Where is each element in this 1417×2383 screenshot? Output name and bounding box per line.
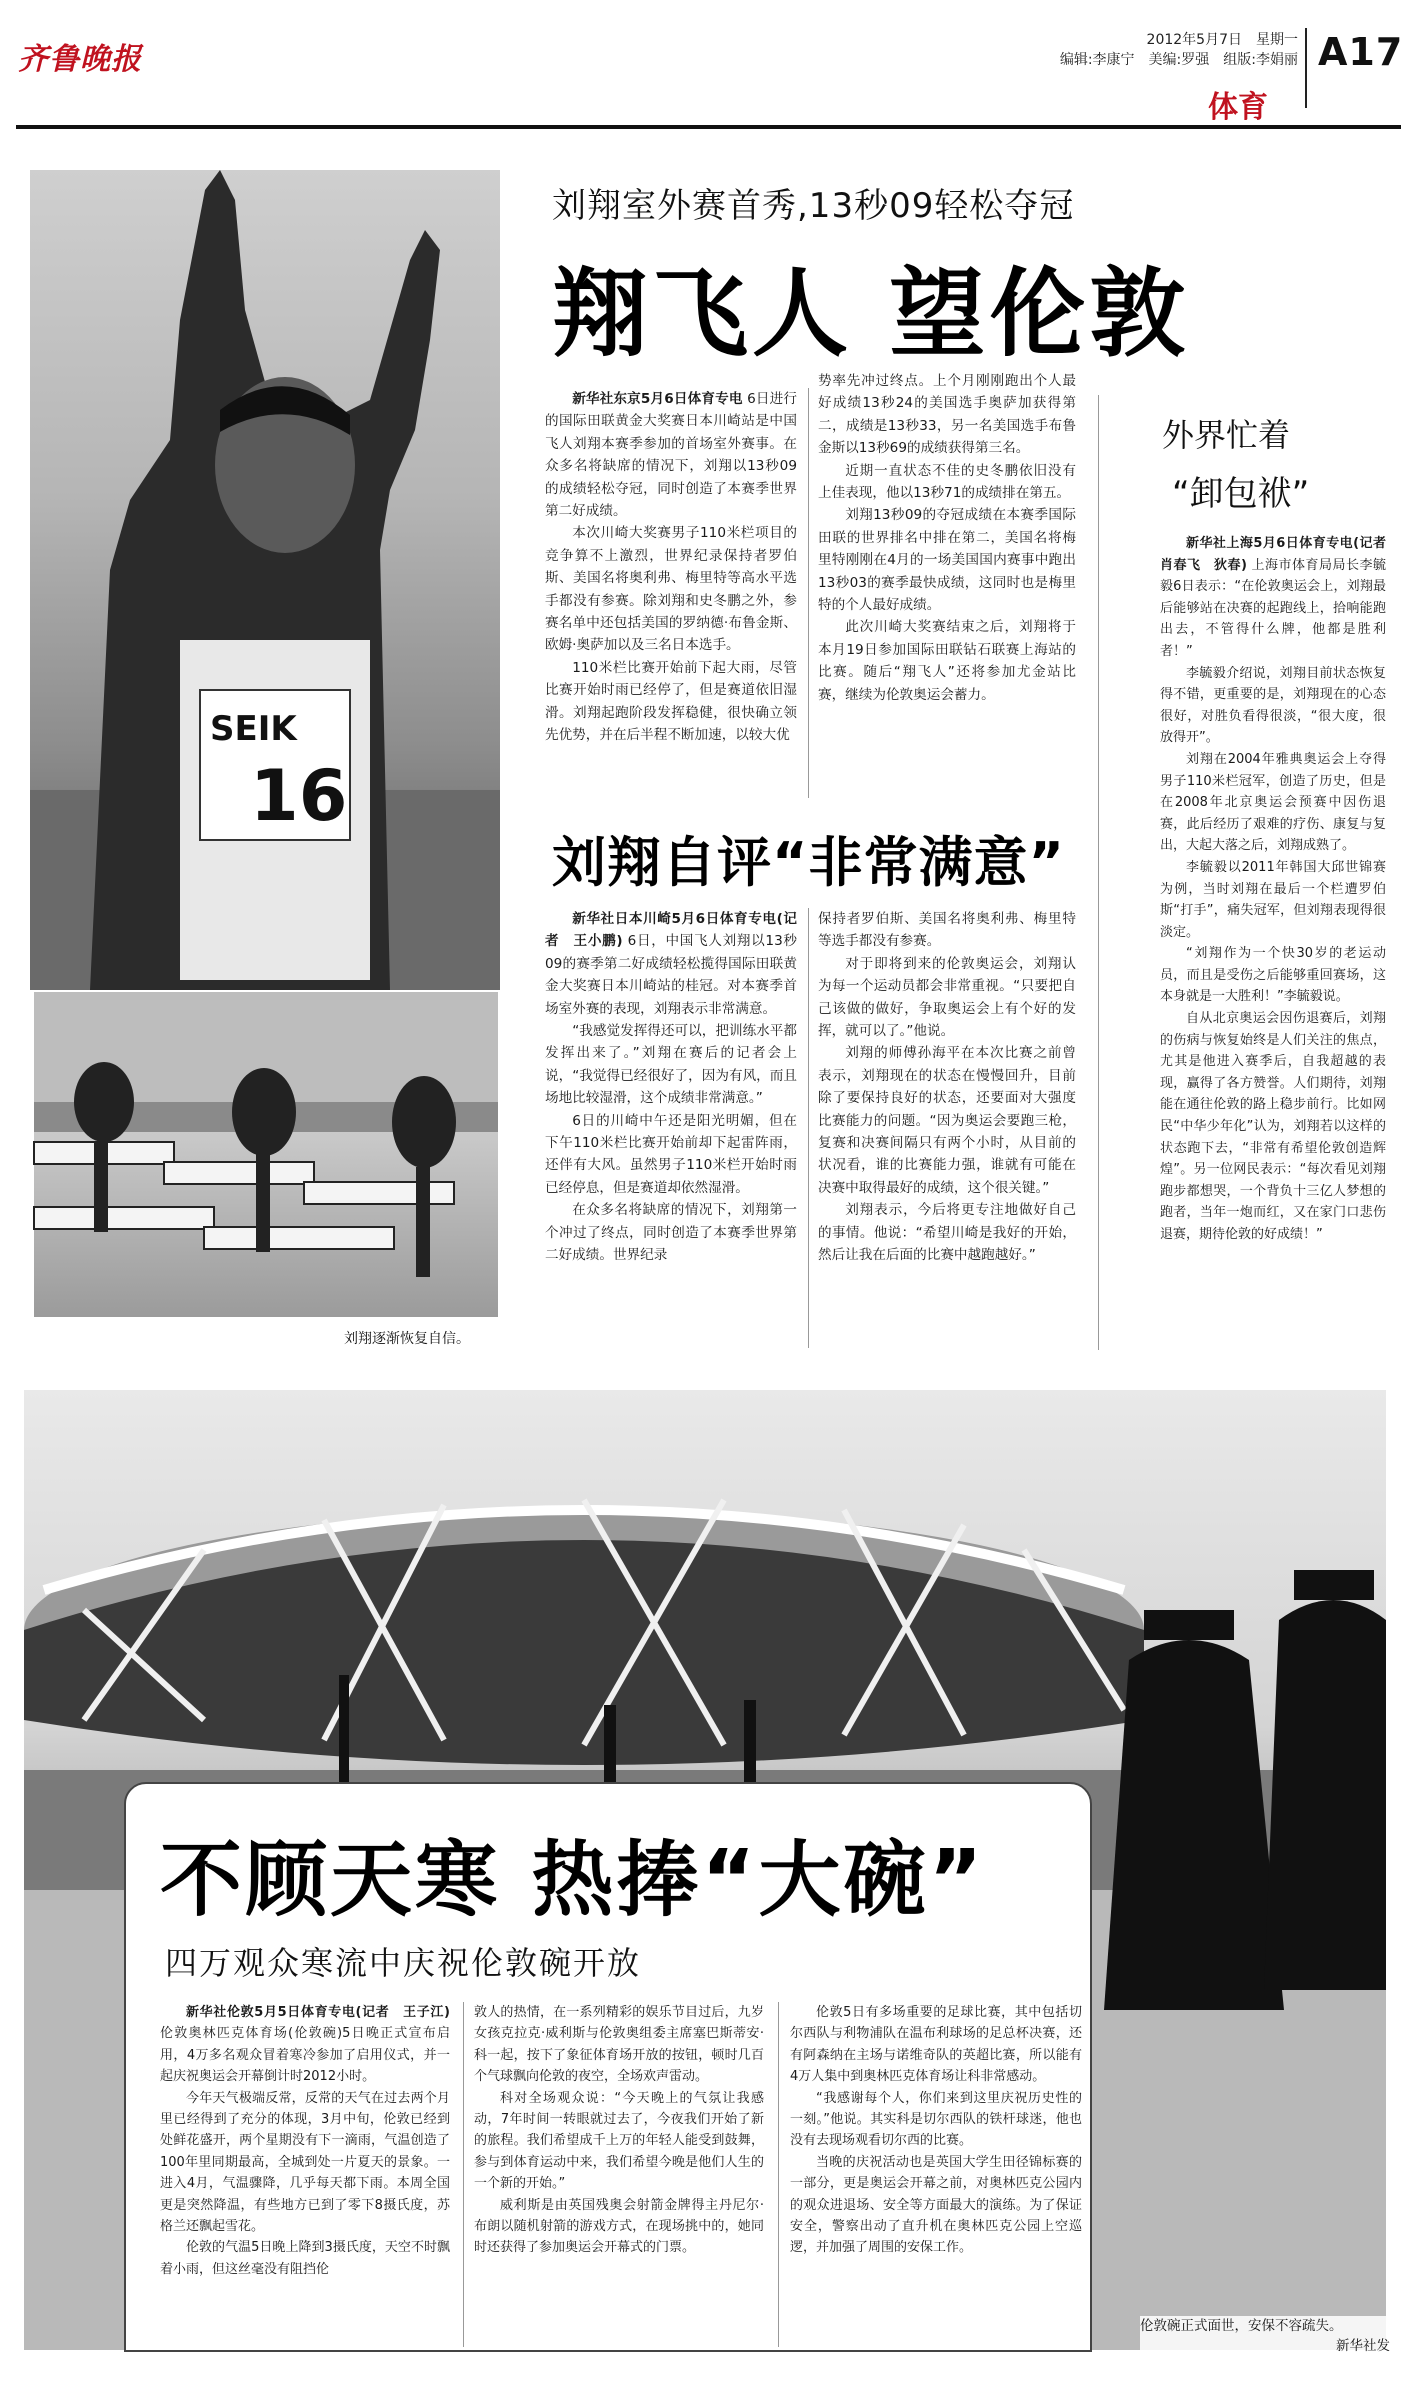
sidebar-body [1160, 533, 1400, 1353]
paragraph [790, 2002, 1082, 2088]
paragraph [818, 908, 1076, 953]
story3-column-3 [790, 2002, 1082, 2347]
paragraph-text: 近期一直状态不佳的史冬鹏依旧没有上佳表现，他以13秒71的成绩排在第五。 [818, 462, 1076, 502]
paragraph [818, 370, 1076, 460]
paragraph [790, 2152, 1082, 2259]
svg-text:SEIK: SEIK [210, 709, 297, 749]
paragraph-text: 伦敦5日有多场重要的足球比赛，其中包括切尔西队与利物浦队在温布利球场的足总杯决赛，还有阿森纳在主场与诺维奇队的英超比赛，所以能有4万人集中到奥林匹克体育场让科非常感动。 [790, 2005, 1082, 2085]
paragraph-text: 敦人的热情，在一系列精彩的娱乐节目过后，九岁女孩克拉克·威利斯与伦敦奥组委主席塞巴斯蒂安·科一起，按下了象征体育场开放的按钮，顿时几百个气球飘向伦敦的夜空，全场欢声雷动。 [474, 2005, 764, 2085]
paragraph-text: 刘翔在2004年雅典奥运会上夺得男子110米栏冠军，创造了历史，但是在2008年北京奥运会预赛中因伤退赛，此后经历了艰难的疗伤、康复与复出，大起大落之后，刘翔成熟了。 [1160, 751, 1386, 854]
paragraph-text: 势率先冲过终点。上个月刚刚跑出个人最好成绩13秒24的美国选手奥萨加获得第二，成绩是13秒33，另一名美国选手布鲁金斯以13秒69的成绩获得第三名。 [818, 373, 1076, 457]
svg-text:16: 16 [250, 755, 348, 837]
liu-xiang-photo [30, 170, 500, 990]
photo-caption: 刘翔逐渐恢复自信。 [344, 1331, 470, 1347]
paragraph-text: 伦敦奥林匹克体育场(伦敦碗)5日晚正式宣布启用，4万多名观众冒着寒冷参加了启用仪式，并一起庆祝奥运会开幕倒计时2012小时。 [160, 2026, 450, 2085]
paragraph [160, 2237, 450, 2280]
column-rule [808, 908, 809, 1348]
paragraph-text: 110米栏比赛开始前下起大雨，尽管比赛开始时雨已经停了，但是赛道依旧湿滑。刘翔起跑阶段发挥稳健，很快确立领先优势，并在后半程不断加速，以较大优 [545, 659, 797, 744]
story3-column-1 [160, 2002, 450, 2347]
dateline: 新华社上海5月6日体育专电(记者 肖春飞 狄春) [1160, 536, 1400, 573]
story1-kicker: 刘翔室外赛首秀,13秒09轻松夺冠 [552, 186, 1075, 226]
paragraph-text: 刘翔13秒09的夺冠成绩在本赛季国际田联的世界排名中排在第二，美国名将梅里特刚刚在4月的一场美国国内赛事中跑出13秒03的赛季最快成绩，这同时也是梅里特的个人最好成绩。 [818, 507, 1076, 614]
story3-column-2 [474, 2002, 764, 2347]
paragraph-text: 李毓毅介绍说，刘翔目前状态恢复得不错，更重要的是，刘翔现在的心态很好，对胜负看得很淡，“很大度，很放得开”。 [1160, 665, 1386, 746]
paragraph-text: 当晚的庆祝活动也是英国大学生田径锦标赛的一部分，更是奥运会开幕之前，对奥林匹克公园内的观众进退场、安全等方面最大的演练。为了保证安全，警察出动了直升机在奥林匹克公园上空巡逻，并加强了周围的安保工作。 [790, 2154, 1082, 2256]
sidebar-title-line1: 外界忙着 [1162, 416, 1291, 454]
page-number: A17 [1318, 30, 1404, 74]
story1-column-1 [545, 388, 797, 798]
date-line: 2012年5月7日 星期一 [1146, 32, 1298, 48]
story3-kicker: 四万观众寒流中庆祝伦敦碗开放 [165, 1944, 642, 1982]
paragraph-text: 刘翔表示，今后将更专注地做好自己的事情。他说：“希望川崎是我好的开始，然后让我在后面的比赛中越跑越好。” [818, 1202, 1076, 1264]
header-rule [16, 125, 1401, 129]
paragraph [474, 2195, 764, 2259]
story3-headline: 不顾天寒 热捧“大碗” [160, 1833, 986, 1928]
paragraph-text: 6日进行的国际田联黄金大奖赛日本川崎站是中国飞人刘翔本赛季参加的首场室外赛事。在众多名将缺席的情况下，刘翔以13秒09的成绩轻松夺冠，同时创造了本赛季世界第二好成绩。 [545, 391, 797, 520]
paragraph-text: 科对全场观众说：“今天晚上的气氛让我感动，7年时间一转眼就过去了，今夜我们开始了新的旅程。我们希望成千上万的年轻人能受到鼓舞，参与到体育运动中来，我们希望今晚是他们人生的一个新的开始。” [474, 2090, 764, 2192]
paragraph-text: 上海市体育局局长李毓毅6日表示：“在伦敦奥运会上，刘翔最后能够站在决赛的起跑线上，拾响能跑出去，不管得什么牌，他都是胜利者！” [1160, 557, 1386, 659]
column-rule [778, 2002, 779, 2347]
paragraph [160, 2002, 450, 2088]
caption-text: 伦敦碗正式面世，安保不容疏失。 [1140, 2316, 1390, 2336]
paragraph [1160, 943, 1386, 1008]
hurdles-race-illustration [34, 992, 498, 1317]
paragraph [818, 953, 1076, 1043]
paragraph-text: 此次川崎大奖赛结束之后，刘翔将于本月19日参加国际田联钻石联赛上海站的比赛。随后“翔飞人”还将参加尤金站比赛，继续为伦敦奥运会蓄力。 [818, 619, 1076, 703]
paragraph [1160, 749, 1386, 857]
paragraph-text: 保持者罗伯斯、美国名将奥利弗、梅里特等选手都没有参赛。 [818, 911, 1076, 950]
paragraph-text: 今年天气极端反常，反常的天气在过去两个月里已经得到了充分的体现，3月中旬，伦敦已经到处鲜花盛开，两个星期没有下一滴雨，气温创造了100年里同期最高，全城到处一片夏天的景象。一进入4月，气温骤降，几乎每天都下雨。本周全国更是突然降温，有些地方已到了零下8摄氏度，苏格兰还飘起雪花。 [160, 2090, 450, 2235]
story1-headline: 翔飞人 望伦敦 [552, 258, 1190, 370]
paragraph [474, 2002, 764, 2088]
paragraph [160, 2088, 450, 2238]
paragraph-text: 6日，中国飞人刘翔以13秒09的赛季第二好成绩轻松揽得国际田联黄金大奖赛日本川崎站的桂冠。对本赛季首场室外赛的表现，刘翔表示非常满意。 [545, 933, 797, 1017]
paragraph [474, 2088, 764, 2195]
paragraph [790, 2088, 1082, 2152]
paragraph [818, 504, 1076, 616]
paragraph-text: 刘翔的师傅孙海平在本次比赛之前曾表示，刘翔现在的状态在慢慢回升，目前除了要保持良好的状态，还要面对大强度比赛能力的问题。“因为奥运会要跑三枪，复赛和决赛间隔只有两个小时，从目前的状况看，谁的比赛能力强，谁就有可能在决赛中取得最好的成绩，这个很关键。” [818, 1045, 1076, 1196]
paragraph-text: 伦敦的气温5日晚上降到3摄氏度，天空不时飘着小雨，但这丝毫没有阻挡伦 [160, 2240, 450, 2277]
section-label: 体育 [1208, 90, 1268, 125]
story2-column-1 [545, 908, 797, 1348]
story2-headline: 刘翔自评“非常满意” [552, 831, 1065, 894]
paragraph [1160, 663, 1386, 749]
paragraph [545, 908, 797, 1020]
liu-xiang-figure [30, 170, 500, 990]
paragraph [818, 616, 1076, 706]
sidebar-title-line2: “卸包袱” [1172, 474, 1310, 514]
paragraph [545, 522, 797, 656]
paragraph [1160, 857, 1386, 943]
paragraph-text: “我感谢每个人，你们来到这里庆祝历史性的一刻。”他说。其实科是切尔西队的铁杆球迷，他也没有去现场观看切尔西的比赛。 [790, 2090, 1082, 2149]
paragraph-text: 威利斯是由英国残奥会射箭金牌得主丹尼尔·布朗以随机射箭的游戏方式，在现场挑中的，她同时还获得了参加奥运会开幕式的门票。 [474, 2197, 764, 2256]
column-rule [808, 388, 809, 798]
stadium-photo-caption [1140, 2316, 1390, 2356]
paragraph [1160, 533, 1400, 663]
dateline: 新华社伦敦5月5日体育专电(记者 王子江) [186, 2005, 450, 2020]
paragraph-text: 对于即将到来的伦敦奥运会，刘翔认为每一个运动员都会非常重视。“只要把自己该做的做好，争取奥运会上有个好的发挥，就可以了。”他说。 [818, 955, 1076, 1040]
column-rule [463, 2002, 464, 2347]
header-meta [1002, 30, 1298, 70]
paragraph [818, 1199, 1076, 1266]
paragraph [545, 1020, 797, 1110]
masthead-logo: 齐鲁晚报 [18, 42, 142, 77]
sidebar-rule [1098, 395, 1099, 1350]
story2-column-2 [818, 908, 1076, 1348]
paragraph [818, 460, 1076, 505]
paragraph [545, 1199, 797, 1266]
paragraph [545, 657, 797, 747]
story1-column-2 [818, 370, 1076, 798]
paragraph [818, 1042, 1076, 1199]
paragraph [1160, 1008, 1386, 1246]
header-divider [1305, 28, 1307, 108]
paragraph-text: 本次川崎大奖赛男子110米栏项目的竞争算不上激烈，世界纪录保持者罗伯斯、美国名将奥利弗、梅里特等高水平选手都没有参赛。除刘翔和史冬鹏之外，参赛名单中还包括美国的罗纳德·布鲁金斯、欧姆·奥萨加以及三名日本选手。 [545, 525, 797, 654]
editors-line: 编辑:李康宁 美编:罗强 组版:李娟丽 [1059, 52, 1298, 68]
paragraph-text: 李毓毅以2011年韩国大邱世锦赛为例，当时刘翔在最后一个栏遭罗伯斯“打手”，痛失冠军，但刘翔表现得很淡定。 [1160, 859, 1386, 940]
paragraph [545, 388, 797, 522]
paragraph-text: 在众多名将缺席的情况下，刘翔第一个冲过了终点，同时创造了本赛季世界第二好成绩。世界纪录 [545, 1202, 797, 1264]
photo-credit: 新华社发 [1140, 2336, 1390, 2356]
dateline: 新华社东京5月6日体育专电 [572, 391, 743, 407]
dateline: 新华社日本川崎5月6日体育专电(记者 王小鹏) [545, 911, 797, 950]
paragraph-text: “我感觉发挥得还可以，把训练水平都发挥出来了。”刘翔在赛后的记者会上说，“我觉得已经很好了，因为有风，而且场地比较湿滑，这个成绩非常满意。” [545, 1023, 797, 1107]
paragraph-text: 6日的川崎中午还是阳光明媚，但在下午110米栏比赛开始前却下起雷阵雨，还伴有大风。虽然男子110米栏开始时雨已经停息，但是赛道却依然湿滑。 [545, 1112, 797, 1196]
paragraph-text: 自从北京奥运会因伤退赛后，刘翔的伤病与恢复始终是人们关注的焦点，尤其是他进入赛季后，自我超越的表现，赢得了各方赞誉。人们期待，刘翔能在通往伦敦的路上稳步前行。比如网民“中华少年化”认为，刘翔若以这样的状态跑下去，“非常有希望伦敦创造辉煌”。另一位网民表示：“每次看见刘翔跑步都想哭，一个背负十三亿人梦想的跑者，当年一炮而红，又在家门口悲伤退赛，期待伦敦的好成绩！” [1160, 1011, 1386, 1242]
hurdles-photo [34, 992, 498, 1317]
paragraph [545, 1110, 797, 1200]
paragraph-text: “刘翔作为一个快30岁的老运动员，而且是受伤之后能够重回赛场，这本身就是一大胜利！”李毓毅说。 [1160, 946, 1386, 1005]
